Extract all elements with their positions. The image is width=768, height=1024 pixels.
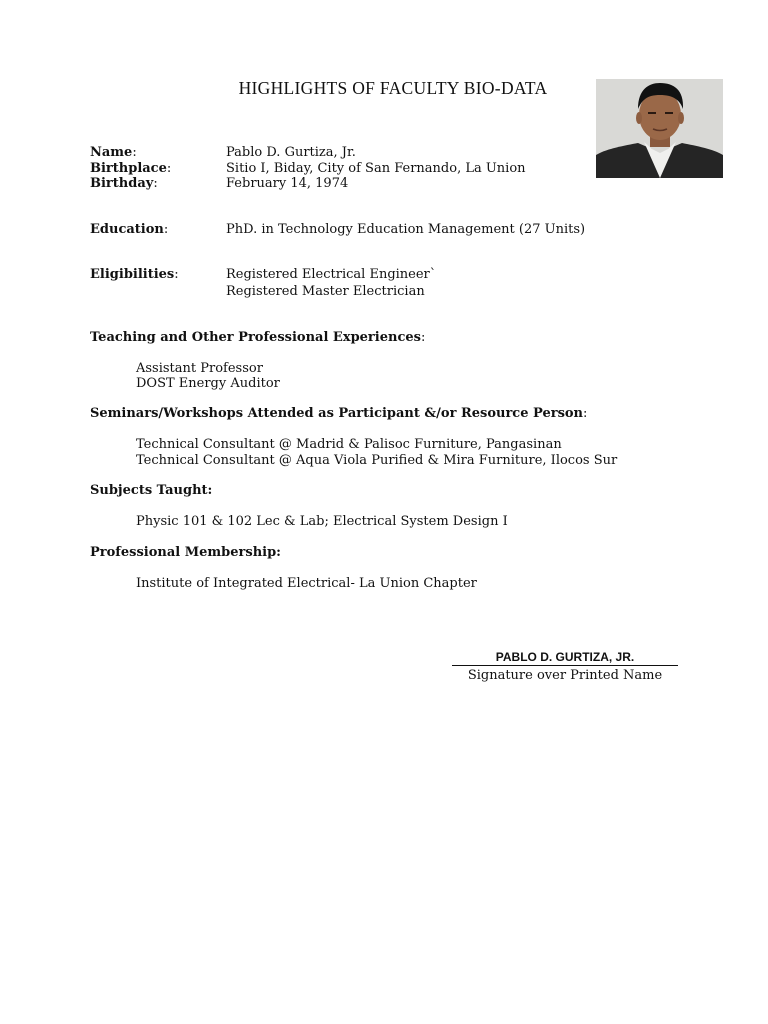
subject-item: Physic 101 & 102 Lec & Lab; Electrical System Design I [136,514,508,529]
seminar-item: Technical Consultant @ Aqua Viola Purified & Mira Furniture, Ilocos Sur [136,453,618,468]
document-title: HIGHLIGHTS OF FACULTY BIO-DATA [238,78,548,98]
eligibility-item: Registered Master Electrician [226,284,425,299]
name-value: Pablo D. Gurtiza, Jr. [226,145,356,160]
signature-caption: Signature over Printed Name [467,668,663,683]
birthday-value: February 14, 1974 [226,176,349,191]
experience-item: Assistant Professor [136,361,263,376]
experiences-heading: Teaching and Other Professional Experiences: [90,330,426,345]
experience-item: DOST Energy Auditor [136,376,280,391]
membership-heading: Professional Membership: [90,545,281,560]
birthplace-label: Birthplace: [90,161,172,176]
birthday-label: Birthday: [90,176,158,191]
seminars-heading: Seminars/Workshops Attended as Participant &/or Resource Person: [90,406,588,421]
signature-line [452,665,678,666]
subjects-heading: Subjects Taught: [90,483,213,498]
birthplace-value: Sitio I, Biday, City of San Fernando, La Union [226,161,526,176]
membership-item: Institute of Integrated Electrical- La Union Chapter [136,576,477,591]
name-label: Name: [90,145,137,160]
faculty-photo [596,79,723,178]
signature-printed-name: PABLO D. GURTIZA, JR. [495,650,635,664]
eligibilities-label: Eligibilities: [90,267,179,282]
education-value: PhD. in Technology Education Management (27 Units) [226,222,586,237]
seminar-item: Technical Consultant @ Madrid & Palisoc Furniture, Pangasinan [136,437,562,452]
eligibility-item: Registered Electrical Engineer` [226,267,437,282]
education-label: Education: [90,222,169,237]
